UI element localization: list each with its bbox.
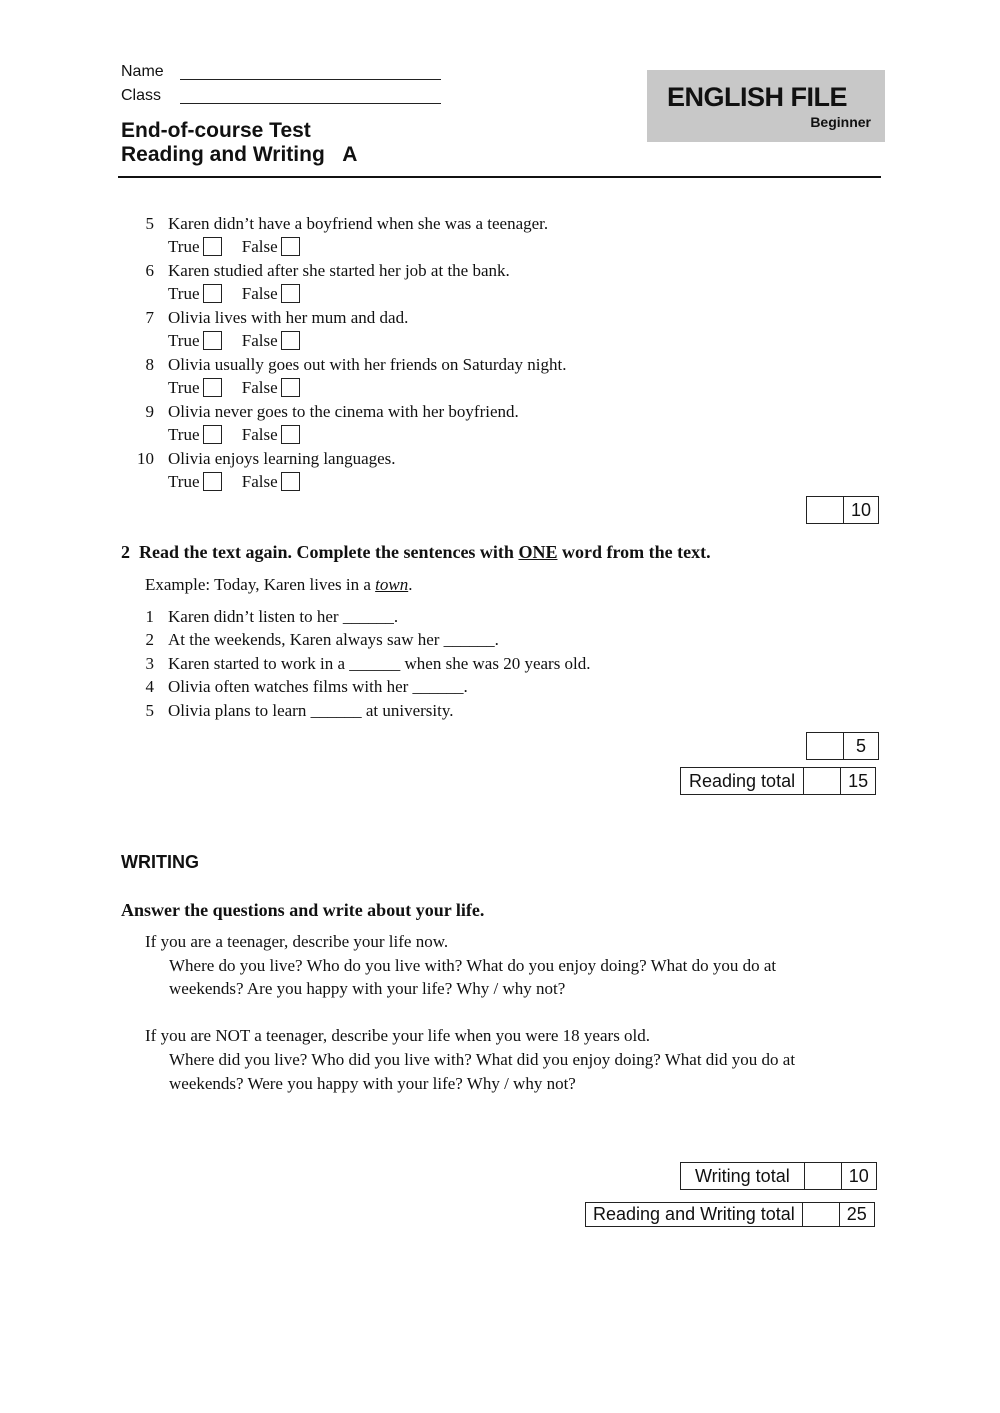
title-subject: Reading and Writing xyxy=(121,143,325,166)
item-number: 3 xyxy=(145,654,154,673)
item-number: 1 xyxy=(145,607,154,626)
english-file-logo xyxy=(647,70,885,142)
name-field[interactable] xyxy=(180,79,441,80)
true-checkbox[interactable] xyxy=(203,237,222,256)
section-2-instruction xyxy=(121,542,711,563)
false-label: False xyxy=(241,378,278,397)
false-checkbox[interactable] xyxy=(281,284,300,303)
instruction-key-word: ONE xyxy=(518,542,558,562)
example-prefix: Example: Today, Karen lives in a xyxy=(145,575,376,594)
header-divider xyxy=(118,176,881,178)
item-text: Olivia lives with her mum and dad. xyxy=(168,308,409,327)
logo-main-text: ENGLISH FILE xyxy=(667,82,848,112)
item-text: Karen studied after she started her job at the bank. xyxy=(168,261,510,280)
true-label: True xyxy=(168,472,200,491)
false-checkbox[interactable] xyxy=(281,472,300,491)
writing-total-label: Writing total xyxy=(681,1163,805,1189)
true-checkbox[interactable] xyxy=(203,331,222,350)
true-false-row xyxy=(168,378,300,398)
false-checkbox[interactable] xyxy=(281,331,300,350)
true-label: True xyxy=(168,425,200,444)
adult-intro: If you are NOT a teenager, describe your life when you were 18 years old. xyxy=(145,1026,651,1045)
example-answer: town xyxy=(375,575,409,594)
true-label: True xyxy=(168,378,200,397)
gap-fill-item[interactable]: Karen didn’t listen to her ______. xyxy=(168,607,399,626)
gap-fill-item[interactable]: Karen started to work in a ______ when she was 20 years old. xyxy=(168,654,591,673)
item-text: Karen didn’t have a boyfriend when she was a teenager. xyxy=(168,214,549,233)
false-label: False xyxy=(241,331,278,350)
true-false-row xyxy=(168,472,300,492)
reading-total-box xyxy=(680,767,876,795)
score-input[interactable] xyxy=(804,768,841,794)
writing-total-max: 10 xyxy=(848,1165,869,1186)
true-false-row xyxy=(168,284,300,304)
logo-sub-text: Beginner xyxy=(810,114,871,130)
writing-heading: WRITING xyxy=(121,852,199,872)
instruction-part: Read the text again. Complete the sentences with xyxy=(139,542,519,562)
item-text: Olivia enjoys learning languages. xyxy=(168,449,396,468)
gap-fill-item[interactable]: At the weekends, Karen always saw her ______. xyxy=(168,630,499,649)
item-number: 4 xyxy=(145,677,154,696)
reading-total-label: Reading total xyxy=(681,768,804,794)
true-checkbox[interactable] xyxy=(203,378,222,397)
title-line-2 xyxy=(121,143,357,167)
name-label: Name xyxy=(121,63,164,80)
true-label: True xyxy=(168,331,200,350)
false-label: False xyxy=(241,237,278,256)
gap-fill-item[interactable]: Olivia plans to learn ______ at university. xyxy=(168,701,454,720)
item-number: 5 xyxy=(145,214,154,233)
item-number: 9 xyxy=(145,402,154,421)
example-suffix: . xyxy=(408,575,413,594)
section-2-score-box xyxy=(806,732,879,760)
teen-questions-line-2: weekends? Are you happy with your life? Why / why not? xyxy=(169,979,566,998)
title-line-1: End-of-course Test xyxy=(121,119,311,142)
instruction-part: word from the text. xyxy=(557,542,711,562)
reading-writing-total-label: Reading and Writing total xyxy=(586,1203,803,1226)
reading-writing-total-box xyxy=(585,1202,875,1227)
writing-total-box xyxy=(680,1162,877,1190)
false-checkbox[interactable] xyxy=(281,237,300,256)
true-false-row xyxy=(168,425,300,445)
class-field[interactable] xyxy=(180,103,441,104)
false-checkbox[interactable] xyxy=(281,425,300,444)
item-number: 8 xyxy=(145,355,154,374)
section-1-score-box xyxy=(806,496,879,524)
false-label: False xyxy=(241,472,278,491)
teen-questions-line-1: Where do you live? Who do you live with? What do you enjoy doing? What do you do at xyxy=(169,956,777,975)
item-number: 10 xyxy=(137,449,154,468)
score-input[interactable] xyxy=(807,497,844,523)
true-checkbox[interactable] xyxy=(203,472,222,491)
score-input[interactable] xyxy=(803,1203,840,1226)
teen-intro: If you are a teenager, describe your life now. xyxy=(145,932,449,951)
false-checkbox[interactable] xyxy=(281,378,300,397)
title-version: A xyxy=(342,143,358,166)
true-label: True xyxy=(168,237,200,256)
item-text: Olivia usually goes out with her friends on Saturday night. xyxy=(168,355,567,374)
item-number: 5 xyxy=(145,701,154,720)
item-number: 7 xyxy=(145,308,154,327)
reading-total-max: 15 xyxy=(848,770,869,791)
score-max: 10 xyxy=(850,499,872,520)
false-label: False xyxy=(241,284,278,303)
gap-fill-item[interactable]: Olivia often watches films with her ______. xyxy=(168,677,468,696)
true-false-row xyxy=(168,237,300,257)
false-label: False xyxy=(241,425,278,444)
reading-writing-total-max: 25 xyxy=(846,1204,867,1224)
true-checkbox[interactable] xyxy=(203,425,222,444)
true-false-row xyxy=(168,331,300,351)
true-label: True xyxy=(168,284,200,303)
item-number: 6 xyxy=(145,261,154,280)
page-title xyxy=(121,119,357,167)
score-input[interactable] xyxy=(805,1163,842,1189)
adult-questions-line-2: weekends? Were you happy with your life? Why / why not? xyxy=(169,1074,576,1093)
writing-instruction: Answer the questions and write about your life. xyxy=(121,900,485,920)
adult-questions-line-1: Where did you live? Who did you live with? What did you enjoy doing? What did you do at xyxy=(169,1050,796,1069)
class-label: Class xyxy=(121,87,162,104)
item-number: 2 xyxy=(145,630,154,649)
example-line xyxy=(145,575,412,595)
score-input[interactable] xyxy=(807,733,844,759)
item-text: Olivia never goes to the cinema with her boyfriend. xyxy=(168,402,519,421)
true-checkbox[interactable] xyxy=(203,284,222,303)
section-number: 2 xyxy=(121,542,130,562)
score-max: 5 xyxy=(855,735,866,756)
